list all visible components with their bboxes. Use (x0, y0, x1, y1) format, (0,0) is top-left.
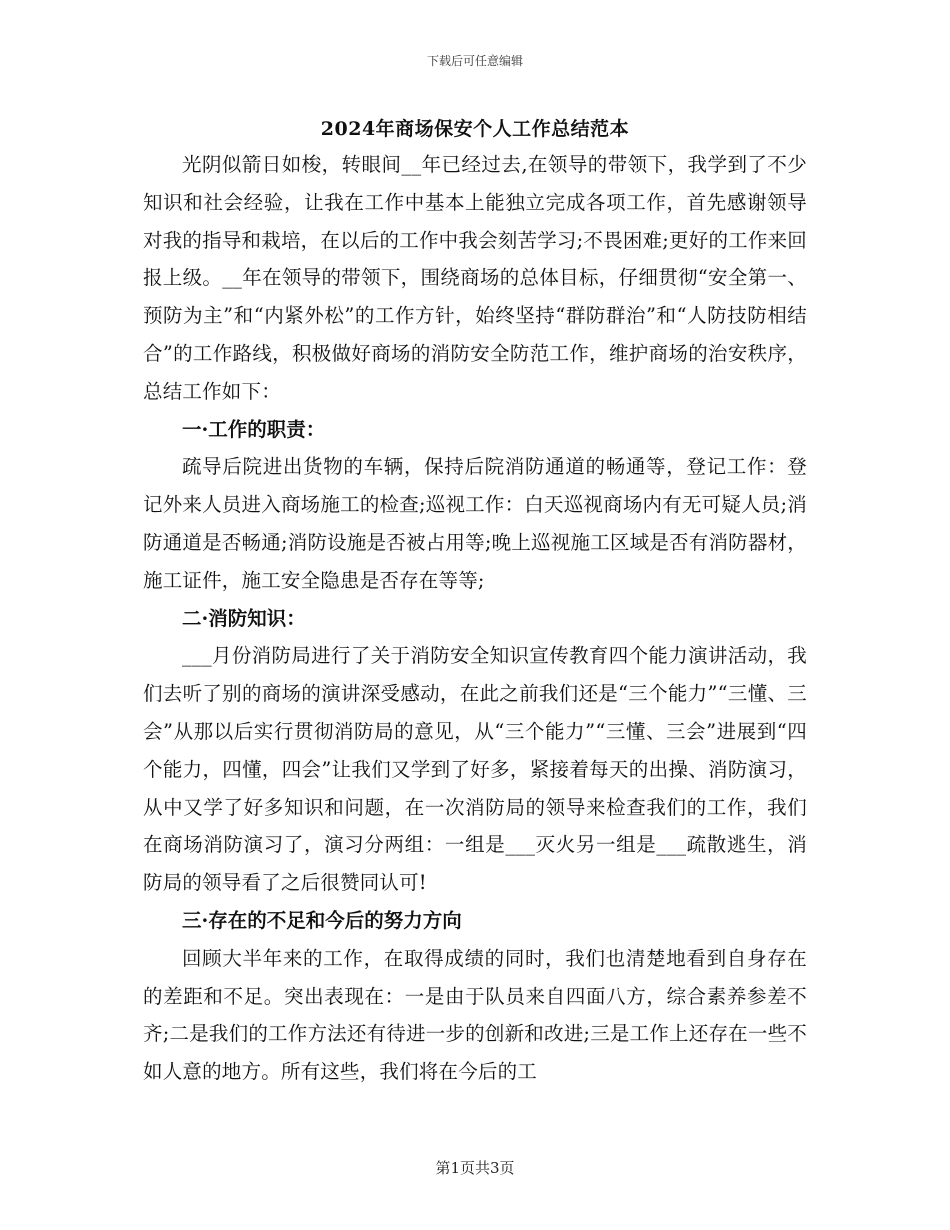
section-body-shortcomings: 回顾大半年来的工作，在取得成绩的同时，我们也清楚地看到自身存在的差距和不足。突出表现在：一是由于队员来自四面八方，综合素养参差不齐;二是我们的工作方法还有待进一步的创新和改进;三是工作上还存在一些不如人意的地方。所有这些，我们将在今后的工 (143, 946, 807, 1084)
section-heading-fire-knowledge: 二·消防知识： (182, 606, 306, 630)
document-body (143, 146, 807, 1091)
page-header-note: 下载后可任意编辑 (426, 54, 523, 68)
intro-paragraph: 光阴似箭日如梭，转眼间__年已经过去,在领导的带领下，我学到了不少知识和社会经验，让我在工作中基本上能独立完成各项工作，首先感谢领导对我的指导和栽培，在以后的工作中我会刻苦学习;不畏困难;更好的工作来回报上级。__年在领导的带领下，围绕商场的总体目标，仔细贯彻“安全第一、预防为主”和“内紧外松”的工作方针，始终坚持“群防群治”和“人防技防相结合”的工作路线，积极做好商场的消防安全防范工作，维护商场的治安秩序，总结工作如下： (143, 153, 807, 403)
section-body-fire-knowledge: ___月份消防局进行了关于消防安全知识宣传教育四个能力演讲活动，我们去听了别的商场的演讲深受感动，在此之前我们还是“三个能力”“三懂、三会”从那以后实行贯彻消防局的意见，从“三个能力”“三懂、三会”进展到“四个能力，四懂，四会”让我们又学到了好多，紧接着每天的出操、消防演习，从中又学了好多知识和问题，在一次消防局的领导来检查我们的工作，我们在商场消防演习了，演习分两组：一组是___灭火另一组是___疏散逃生，消防局的领导看了之后很赞同认可! (143, 644, 807, 895)
section-heading-shortcomings: 三·存在的不足和今后的努力方向 (182, 908, 462, 932)
section-heading-duties: 一·工作的职责： (182, 417, 326, 441)
page-number: 第1页共3页 (435, 1159, 515, 1177)
document-title: 2024年商场保安个人工作总结范本 (320, 118, 630, 140)
section-body-duties: 疏导后院进出货物的车辆，保持后院消防通道的畅通等，登记工作：登记外来人员进入商场施工的检查;巡视工作：白天巡视商场内有无可疑人员;消防通道是否畅通;消防设施是否被占用等;晚上巡视施工区域是否有消防器材，施工证件，施工安全隐患是否存在等等; (143, 455, 807, 592)
